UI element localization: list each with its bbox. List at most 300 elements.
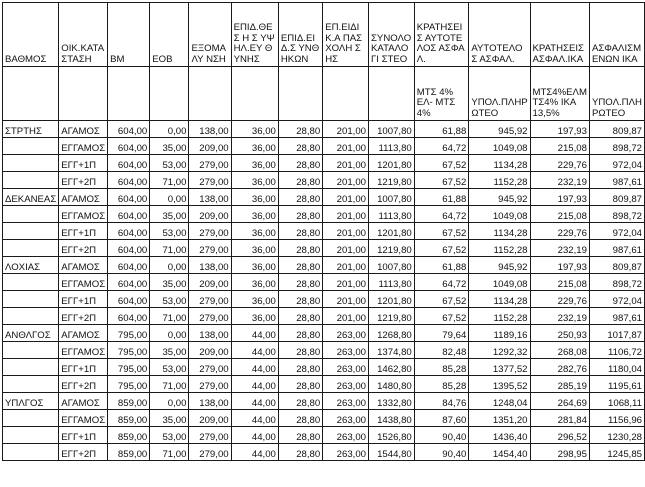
cell-high-duty-allowance: 36,00 [231, 121, 278, 138]
cell-special-employment-allowance: 201,00 [323, 274, 369, 291]
cell-special-conditions-allowance: 28,80 [278, 444, 322, 461]
cell-autotelos-balance: 1454,40 [469, 444, 530, 461]
table-row [3, 138, 645, 155]
cell-base-salary: 795,00 [108, 325, 150, 342]
cell-ika-deductions: 215,08 [530, 206, 589, 223]
cell-autotelos-balance: 1049,08 [469, 138, 530, 155]
cell-special-employment-allowance: 263,00 [323, 342, 369, 359]
cell-ika-deductions: 264,69 [530, 393, 589, 410]
cell-rank [3, 240, 59, 257]
cell-rank [3, 206, 59, 223]
cell-ika-deductions: 215,08 [530, 274, 589, 291]
cell-autotelos-balance: 1152,28 [469, 240, 530, 257]
cell-equalization: 279,00 [189, 223, 231, 240]
cell-autotelos-balance: 945,92 [469, 257, 530, 274]
cell-eob: 35,00 [150, 274, 189, 291]
cell-eob: 0,00 [150, 393, 189, 410]
cell-ika-balance: 1230,28 [589, 427, 644, 444]
cell-autotelos-deductions: 67,52 [414, 155, 469, 172]
cell-eob: 53,00 [150, 223, 189, 240]
col-subheader-ika-deductions: ΜΤΣ4%ΕΛΜ ΤΣ4% ΙΚΑ 13,5% [530, 67, 589, 121]
cell-special-employment-allowance: 201,00 [323, 172, 369, 189]
cell-autotelos-balance: 1152,28 [469, 172, 530, 189]
cell-equalization: 138,00 [189, 257, 231, 274]
cell-eob: 71,00 [150, 172, 189, 189]
cell-total-payable: 1544,80 [369, 444, 415, 461]
cell-base-salary: 795,00 [108, 376, 150, 393]
cell-eob: 53,00 [150, 427, 189, 444]
cell-equalization: 279,00 [189, 240, 231, 257]
cell-family-status: ΕΓΓ+1Π [59, 427, 108, 444]
cell-eob: 35,00 [150, 206, 189, 223]
cell-family-status: ΕΓΓΑΜΟΣ [59, 206, 108, 223]
cell-high-duty-allowance: 44,00 [231, 359, 278, 376]
col-header-ika-deductions: ΚΡΑΤΗΣΕΙΣ ΑΣΦΑΛ.ΙΚΑ [530, 3, 589, 67]
cell-ika-deductions: 282,76 [530, 359, 589, 376]
cell-ika-deductions: 229,76 [530, 223, 589, 240]
cell-autotelos-balance: 1049,08 [469, 274, 530, 291]
cell-equalization: 209,00 [189, 138, 231, 155]
cell-total-payable: 1480,80 [369, 376, 415, 393]
cell-total-payable: 1007,80 [369, 189, 415, 206]
cell-rank: ΥΠΛΓΟΣ [3, 393, 59, 410]
cell-high-duty-allowance: 36,00 [231, 155, 278, 172]
cell-special-conditions-allowance: 28,80 [278, 121, 322, 138]
cell-family-status: ΕΓΓ+2Π [59, 172, 108, 189]
table-row [3, 223, 645, 240]
cell-rank [3, 359, 59, 376]
col-header-special-conditions-allowance: ΕΠΙΔ.ΕΙΔ.Σ ΥΝΘΗΚΩΝ [278, 3, 322, 67]
cell-ika-balance: 898,72 [589, 206, 644, 223]
cell-special-conditions-allowance: 28,80 [278, 172, 322, 189]
cell-rank [3, 308, 59, 325]
cell-autotelos-balance: 1134,28 [469, 291, 530, 308]
cell-base-salary: 859,00 [108, 444, 150, 461]
cell-eob: 0,00 [150, 189, 189, 206]
cell-autotelos-balance: 1134,28 [469, 155, 530, 172]
cell-rank: ΑΝΘΛΓΟΣ [3, 325, 59, 342]
cell-family-status: ΕΓΓ+2Π [59, 376, 108, 393]
cell-base-salary: 795,00 [108, 342, 150, 359]
cell-family-status: ΕΓΓ+1Π [59, 291, 108, 308]
cell-equalization: 138,00 [189, 393, 231, 410]
cell-base-salary: 604,00 [108, 257, 150, 274]
table-row [3, 325, 645, 342]
cell-total-payable: 1219,80 [369, 308, 415, 325]
col-subheader-autotelos-deductions: ΜΤΣ 4% ΕΛ- ΜΤΣ 4% [414, 67, 469, 121]
cell-eob: 53,00 [150, 291, 189, 308]
table-row [3, 410, 645, 427]
cell-total-payable: 1332,80 [369, 393, 415, 410]
cell-special-employment-allowance: 201,00 [323, 308, 369, 325]
cell-autotelos-balance: 945,92 [469, 121, 530, 138]
cell-equalization: 138,00 [189, 121, 231, 138]
cell-eob: 35,00 [150, 342, 189, 359]
cell-autotelos-deductions: 79,64 [414, 325, 469, 342]
table-row [3, 274, 645, 291]
cell-eob: 71,00 [150, 308, 189, 325]
cell-special-conditions-allowance: 28,80 [278, 138, 322, 155]
cell-rank [3, 172, 59, 189]
col-header-equalization: ΕΞΟΜΑΛΥ ΝΣΗ [189, 3, 231, 67]
cell-autotelos-balance: 1292,32 [469, 342, 530, 359]
cell-equalization: 138,00 [189, 189, 231, 206]
cell-autotelos-balance: 1436,40 [469, 427, 530, 444]
cell-family-status: ΕΓΓ+2Π [59, 444, 108, 461]
cell-eob: 0,00 [150, 325, 189, 342]
cell-equalization: 209,00 [189, 206, 231, 223]
cell-base-salary: 604,00 [108, 274, 150, 291]
cell-ika-deductions: 215,08 [530, 138, 589, 155]
table-row [3, 376, 645, 393]
cell-special-conditions-allowance: 28,80 [278, 223, 322, 240]
cell-ika-deductions: 298,95 [530, 444, 589, 461]
cell-family-status: ΑΓΑΜΟΣ [59, 189, 108, 206]
cell-family-status: ΕΓΓ+1Π [59, 359, 108, 376]
cell-family-status: ΕΓΓΑΜΟΣ [59, 274, 108, 291]
cell-high-duty-allowance: 36,00 [231, 189, 278, 206]
cell-rank: ΣΤΡΤΗΣ [3, 121, 59, 138]
cell-ika-balance: 1156,96 [589, 410, 644, 427]
cell-rank [3, 291, 59, 308]
cell-equalization: 279,00 [189, 291, 231, 308]
col-subheader-high-duty-allowance [231, 67, 278, 121]
cell-autotelos-deductions: 67,52 [414, 291, 469, 308]
cell-high-duty-allowance: 36,00 [231, 308, 278, 325]
cell-high-duty-allowance: 44,00 [231, 393, 278, 410]
cell-ika-balance: 987,61 [589, 240, 644, 257]
cell-special-employment-allowance: 263,00 [323, 376, 369, 393]
cell-rank [3, 427, 59, 444]
cell-rank [3, 376, 59, 393]
cell-special-employment-allowance: 201,00 [323, 257, 369, 274]
cell-family-status: ΕΓΓ+1Π [59, 155, 108, 172]
cell-ika-balance: 809,87 [589, 257, 644, 274]
cell-high-duty-allowance: 44,00 [231, 325, 278, 342]
cell-autotelos-deductions: 67,52 [414, 308, 469, 325]
cell-family-status: ΕΓΓΑΜΟΣ [59, 410, 108, 427]
cell-ika-deductions: 281,84 [530, 410, 589, 427]
cell-equalization: 209,00 [189, 342, 231, 359]
cell-family-status: ΕΓΓ+2Π [59, 240, 108, 257]
cell-base-salary: 795,00 [108, 359, 150, 376]
cell-autotelos-deductions: 67,52 [414, 172, 469, 189]
col-header-family-status: ΟΙΚ.ΚΑΤΑ ΣΤΑΣΗ [59, 3, 108, 67]
cell-special-conditions-allowance: 28,80 [278, 393, 322, 410]
table-row [3, 206, 645, 223]
col-header-ika-balance: ΑΣΦΑΛΙΣΜ ΕΝΩΝ ΙΚΑ [589, 3, 644, 67]
cell-special-employment-allowance: 201,00 [323, 138, 369, 155]
table-row [3, 342, 645, 359]
cell-autotelos-balance: 1395,52 [469, 376, 530, 393]
cell-autotelos-balance: 1377,52 [469, 359, 530, 376]
cell-special-conditions-allowance: 28,80 [278, 274, 322, 291]
cell-autotelos-balance: 1248,04 [469, 393, 530, 410]
cell-special-conditions-allowance: 28,80 [278, 325, 322, 342]
table-body [3, 3, 645, 461]
cell-high-duty-allowance: 36,00 [231, 172, 278, 189]
col-header-autotelos-deductions: ΚΡΑΤΗΣΕΙΣ ΑΥΤΟΤΕΛΟΣ ΑΣΦΑΛ. [414, 3, 469, 67]
cell-base-salary: 604,00 [108, 206, 150, 223]
table-row [3, 240, 645, 257]
cell-autotelos-deductions: 67,52 [414, 223, 469, 240]
cell-autotelos-deductions: 90,40 [414, 427, 469, 444]
cell-ika-balance: 1068,11 [589, 393, 644, 410]
cell-special-employment-allowance: 201,00 [323, 121, 369, 138]
table-row [3, 427, 645, 444]
cell-autotelos-balance: 1152,28 [469, 308, 530, 325]
col-header-rank: ΒΑΘΜΟΣ [3, 3, 59, 67]
cell-rank [3, 444, 59, 461]
cell-ika-balance: 1017,87 [589, 325, 644, 342]
cell-base-salary: 604,00 [108, 240, 150, 257]
cell-total-payable: 1374,80 [369, 342, 415, 359]
cell-family-status: ΕΓΓΑΜΟΣ [59, 138, 108, 155]
table-row [3, 291, 645, 308]
cell-eob: 53,00 [150, 359, 189, 376]
cell-total-payable: 1219,80 [369, 172, 415, 189]
cell-high-duty-allowance: 44,00 [231, 444, 278, 461]
cell-ika-balance: 972,04 [589, 291, 644, 308]
cell-base-salary: 604,00 [108, 189, 150, 206]
cell-special-employment-allowance: 201,00 [323, 155, 369, 172]
table-row [3, 121, 645, 138]
cell-high-duty-allowance: 36,00 [231, 257, 278, 274]
cell-autotelos-deductions: 67,52 [414, 240, 469, 257]
cell-ika-balance: 898,72 [589, 274, 644, 291]
cell-high-duty-allowance: 44,00 [231, 376, 278, 393]
cell-autotelos-deductions: 87,60 [414, 410, 469, 427]
cell-autotelos-deductions: 64,72 [414, 138, 469, 155]
cell-autotelos-balance: 1189,16 [469, 325, 530, 342]
cell-base-salary: 604,00 [108, 291, 150, 308]
col-header-high-duty-allowance: ΕΠΙΔ.ΘΕΣ Η Σ ΥΨΗΛ.ΕΥ ΘΥΝΗΣ [231, 3, 278, 67]
col-subheader-eob [150, 67, 189, 121]
cell-ika-balance: 987,61 [589, 172, 644, 189]
cell-autotelos-balance: 945,92 [469, 189, 530, 206]
cell-family-status: ΑΓΑΜΟΣ [59, 325, 108, 342]
cell-total-payable: 1007,80 [369, 121, 415, 138]
col-header-autotelos-balance: ΑΥΤΟΤΕΛΟΣ ΑΣΦΑΛ. [469, 3, 530, 67]
cell-base-salary: 604,00 [108, 121, 150, 138]
cell-total-payable: 1268,80 [369, 325, 415, 342]
cell-ika-balance: 1195,61 [589, 376, 644, 393]
cell-ika-deductions: 197,93 [530, 189, 589, 206]
cell-total-payable: 1462,80 [369, 359, 415, 376]
cell-autotelos-balance: 1049,08 [469, 206, 530, 223]
cell-special-conditions-allowance: 28,80 [278, 342, 322, 359]
cell-special-employment-allowance: 263,00 [323, 410, 369, 427]
cell-special-employment-allowance: 201,00 [323, 223, 369, 240]
table-row [3, 155, 645, 172]
cell-autotelos-deductions: 61,88 [414, 257, 469, 274]
cell-special-conditions-allowance: 28,80 [278, 410, 322, 427]
cell-special-employment-allowance: 263,00 [323, 325, 369, 342]
table-row [3, 172, 645, 189]
cell-equalization: 279,00 [189, 376, 231, 393]
cell-special-employment-allowance: 201,00 [323, 240, 369, 257]
table-row [3, 359, 645, 376]
cell-total-payable: 1438,80 [369, 410, 415, 427]
subheader-row [3, 67, 645, 121]
cell-special-employment-allowance: 263,00 [323, 444, 369, 461]
cell-ika-balance: 809,87 [589, 189, 644, 206]
cell-eob: 71,00 [150, 376, 189, 393]
table-row [3, 444, 645, 461]
cell-total-payable: 1113,80 [369, 274, 415, 291]
cell-eob: 35,00 [150, 138, 189, 155]
cell-ika-balance: 1106,72 [589, 342, 644, 359]
cell-special-employment-allowance: 201,00 [323, 206, 369, 223]
cell-special-conditions-allowance: 28,80 [278, 376, 322, 393]
cell-ika-deductions: 197,93 [530, 257, 589, 274]
cell-equalization: 279,00 [189, 172, 231, 189]
cell-special-employment-allowance: 263,00 [323, 359, 369, 376]
cell-ika-deductions: 250,93 [530, 325, 589, 342]
cell-ika-balance: 972,04 [589, 155, 644, 172]
cell-ika-balance: 1180,04 [589, 359, 644, 376]
cell-high-duty-allowance: 36,00 [231, 223, 278, 240]
cell-ika-deductions: 268,08 [530, 342, 589, 359]
table-row [3, 308, 645, 325]
cell-autotelos-deductions: 61,88 [414, 121, 469, 138]
cell-special-employment-allowance: 263,00 [323, 427, 369, 444]
cell-high-duty-allowance: 36,00 [231, 206, 278, 223]
cell-base-salary: 604,00 [108, 223, 150, 240]
cell-total-payable: 1201,80 [369, 223, 415, 240]
col-subheader-autotelos-balance: ΥΠΟΛ.ΠΛΗΡ ΩΤΕΟ [469, 67, 530, 121]
cell-eob: 53,00 [150, 155, 189, 172]
col-subheader-special-conditions-allowance [278, 67, 322, 121]
cell-high-duty-allowance: 36,00 [231, 138, 278, 155]
cell-base-salary: 604,00 [108, 172, 150, 189]
cell-ika-deductions: 296,52 [530, 427, 589, 444]
cell-equalization: 279,00 [189, 359, 231, 376]
cell-high-duty-allowance: 44,00 [231, 342, 278, 359]
cell-eob: 71,00 [150, 444, 189, 461]
cell-rank [3, 342, 59, 359]
cell-special-conditions-allowance: 28,80 [278, 240, 322, 257]
col-subheader-rank [3, 67, 59, 121]
cell-family-status: ΑΓΑΜΟΣ [59, 393, 108, 410]
cell-ika-balance: 972,04 [589, 223, 644, 240]
cell-high-duty-allowance: 44,00 [231, 427, 278, 444]
cell-ika-balance: 1245,85 [589, 444, 644, 461]
cell-total-payable: 1526,80 [369, 427, 415, 444]
col-header-total-payable: ΣΥΝΟΛΟ ΚΑΤΑΛΟΓΙ ΣΤΕΟ [369, 3, 415, 67]
col-subheader-base-salary [108, 67, 150, 121]
cell-base-salary: 604,00 [108, 308, 150, 325]
cell-ika-deductions: 229,76 [530, 155, 589, 172]
salary-table [2, 2, 645, 461]
col-header-special-employment-allowance: ΕΠ.ΕΙΔΙΚ.Α ΠΑΣΧΟΛΗ ΣΗΣ [323, 3, 369, 67]
cell-rank [3, 138, 59, 155]
cell-total-payable: 1201,80 [369, 291, 415, 308]
cell-ika-balance: 809,87 [589, 121, 644, 138]
salary-table-sheet [2, 2, 645, 461]
table-row [3, 189, 645, 206]
cell-autotelos-deductions: 90,40 [414, 444, 469, 461]
col-header-base-salary: ΒΜ [108, 3, 150, 67]
cell-special-employment-allowance: 201,00 [323, 291, 369, 308]
cell-ika-deductions: 197,93 [530, 121, 589, 138]
cell-total-payable: 1201,80 [369, 155, 415, 172]
cell-rank: ΔΕΚΑΝΕΑΣ [3, 189, 59, 206]
cell-total-payable: 1113,80 [369, 206, 415, 223]
cell-autotelos-deductions: 64,72 [414, 274, 469, 291]
cell-high-duty-allowance: 36,00 [231, 240, 278, 257]
col-subheader-special-employment-allowance [323, 67, 369, 121]
cell-special-employment-allowance: 201,00 [323, 189, 369, 206]
cell-rank: ΛΟΧΙΑΣ [3, 257, 59, 274]
cell-eob: 0,00 [150, 121, 189, 138]
cell-total-payable: 1219,80 [369, 240, 415, 257]
cell-ika-balance: 898,72 [589, 138, 644, 155]
header-row [3, 3, 645, 67]
cell-autotelos-balance: 1351,20 [469, 410, 530, 427]
col-subheader-total-payable [369, 67, 415, 121]
cell-high-duty-allowance: 36,00 [231, 274, 278, 291]
cell-special-conditions-allowance: 28,80 [278, 257, 322, 274]
cell-autotelos-deductions: 64,72 [414, 206, 469, 223]
cell-special-conditions-allowance: 28,80 [278, 155, 322, 172]
cell-equalization: 279,00 [189, 427, 231, 444]
cell-family-status: ΕΓΓ+2Π [59, 308, 108, 325]
table-row [3, 393, 645, 410]
cell-total-payable: 1007,80 [369, 257, 415, 274]
cell-rank [3, 410, 59, 427]
cell-autotelos-deductions: 82,48 [414, 342, 469, 359]
cell-equalization: 279,00 [189, 444, 231, 461]
cell-base-salary: 604,00 [108, 138, 150, 155]
cell-equalization: 279,00 [189, 308, 231, 325]
col-subheader-family-status [59, 67, 108, 121]
cell-family-status: ΑΓΑΜΟΣ [59, 121, 108, 138]
cell-base-salary: 604,00 [108, 155, 150, 172]
cell-ika-deductions: 232,19 [530, 172, 589, 189]
cell-special-conditions-allowance: 28,80 [278, 427, 322, 444]
cell-base-salary: 859,00 [108, 410, 150, 427]
col-subheader-equalization [189, 67, 231, 121]
cell-rank [3, 223, 59, 240]
cell-special-conditions-allowance: 28,80 [278, 359, 322, 376]
cell-total-payable: 1113,80 [369, 138, 415, 155]
cell-base-salary: 859,00 [108, 427, 150, 444]
cell-equalization: 209,00 [189, 274, 231, 291]
cell-special-employment-allowance: 263,00 [323, 393, 369, 410]
cell-high-duty-allowance: 36,00 [231, 291, 278, 308]
cell-family-status: ΕΓΓ+1Π [59, 223, 108, 240]
cell-ika-deductions: 232,19 [530, 308, 589, 325]
cell-family-status: ΑΓΑΜΟΣ [59, 257, 108, 274]
cell-eob: 71,00 [150, 240, 189, 257]
col-header-eob: ΕΟΒ [150, 3, 189, 67]
cell-autotelos-deductions: 84,76 [414, 393, 469, 410]
cell-eob: 0,00 [150, 257, 189, 274]
cell-equalization: 279,00 [189, 155, 231, 172]
cell-special-conditions-allowance: 28,80 [278, 206, 322, 223]
cell-autotelos-balance: 1134,28 [469, 223, 530, 240]
cell-equalization: 209,00 [189, 410, 231, 427]
cell-family-status: ΕΓΓΑΜΟΣ [59, 342, 108, 359]
col-subheader-ika-balance: ΥΠΟΛ.ΠΛΗ ΡΩΤΕΟ [589, 67, 644, 121]
cell-rank [3, 155, 59, 172]
cell-special-conditions-allowance: 28,80 [278, 308, 322, 325]
cell-base-salary: 859,00 [108, 393, 150, 410]
cell-rank [3, 274, 59, 291]
cell-ika-deductions: 285,19 [530, 376, 589, 393]
cell-special-conditions-allowance: 28,80 [278, 189, 322, 206]
